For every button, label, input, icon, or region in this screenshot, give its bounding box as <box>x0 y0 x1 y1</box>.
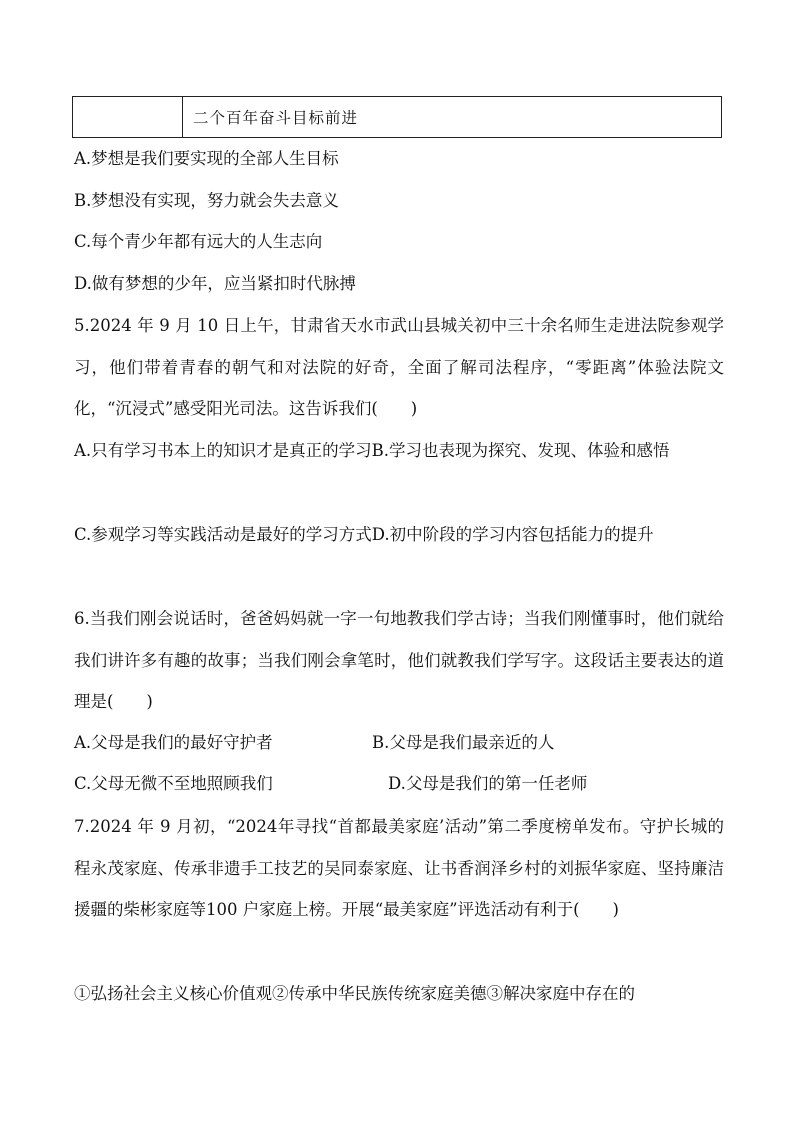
q4-option-a: A.梦想是我们要实现的全部人生目标 <box>74 149 339 168</box>
q4-option-d: D.做有梦想的少年，应当紧扣时代脉搏 <box>74 274 356 293</box>
q7-stem: 7.2024 年 9 月初，“2024年寻找“首都最美家庭’活动”第二季度榜单发布。守护长城的程永茂家庭、传承非遗手工技艺的吴同泰家庭、让书香润泽乡村的刘振华家庭、坚持廉洁援疆的柴彬家庭等100 户家庭上榜。开展“最美家庭”评选活动有利于( ) <box>74 817 724 919</box>
answer-table <box>72 96 722 138</box>
table-row <box>73 97 722 138</box>
q6-option-a: A.父母是我们的最好守护者 <box>74 733 273 752</box>
q6-options-row-1 <box>74 733 555 753</box>
q4-option-c: C.每个青少年都有远大的人生志向 <box>74 232 323 251</box>
q5-options-cd: C.参观学习等实践活动是最好的学习方式D.初中阶段的学习内容包括能力的提升 <box>74 525 654 544</box>
q6-option-b: B.父母是我们最亲近的人 <box>372 733 555 752</box>
q6-options-row-2 <box>74 774 588 794</box>
q4-option-b: B.梦想没有实现，努力就会失去意义 <box>74 191 339 210</box>
q6-option-c: C.父母无微不至地照顾我们 <box>74 774 273 793</box>
q7-items: ①弘扬社会主义核心价值观②传承中华民族传统家庭美德③解决家庭中存在的 <box>74 984 635 1003</box>
q6-option-d: D.父母是我们的第一任老师 <box>388 774 588 793</box>
table-cell-empty <box>73 97 183 138</box>
table-cell-text: 二个百年奋斗目标前进 <box>183 97 722 138</box>
q6-stem: 6.当我们刚会说话时，爸爸妈妈就一字一句地教我们学古诗；当我们刚懂事时，他们就给我们讲许多有趣的故事；当我们刚会拿笔时，他们就教我们学写字。这段话主要表达的道理是( ) <box>74 609 724 711</box>
q5-options-ab: A.只有学习书本上的知识才是真正的学习B.学习也表现为探究、发现、体验和感悟 <box>74 441 670 460</box>
q5-stem: 5.2024 年 9 月 10 日上午，甘肃省天水市武山县城关初中三十余名师生走进法院参观学习，他们带着青春的朝气和对法院的好奇，全面了解司法程序，“零距离”体验法院文化，“沉浸式”感受阳光司法。这告诉我们( ) <box>74 316 724 418</box>
